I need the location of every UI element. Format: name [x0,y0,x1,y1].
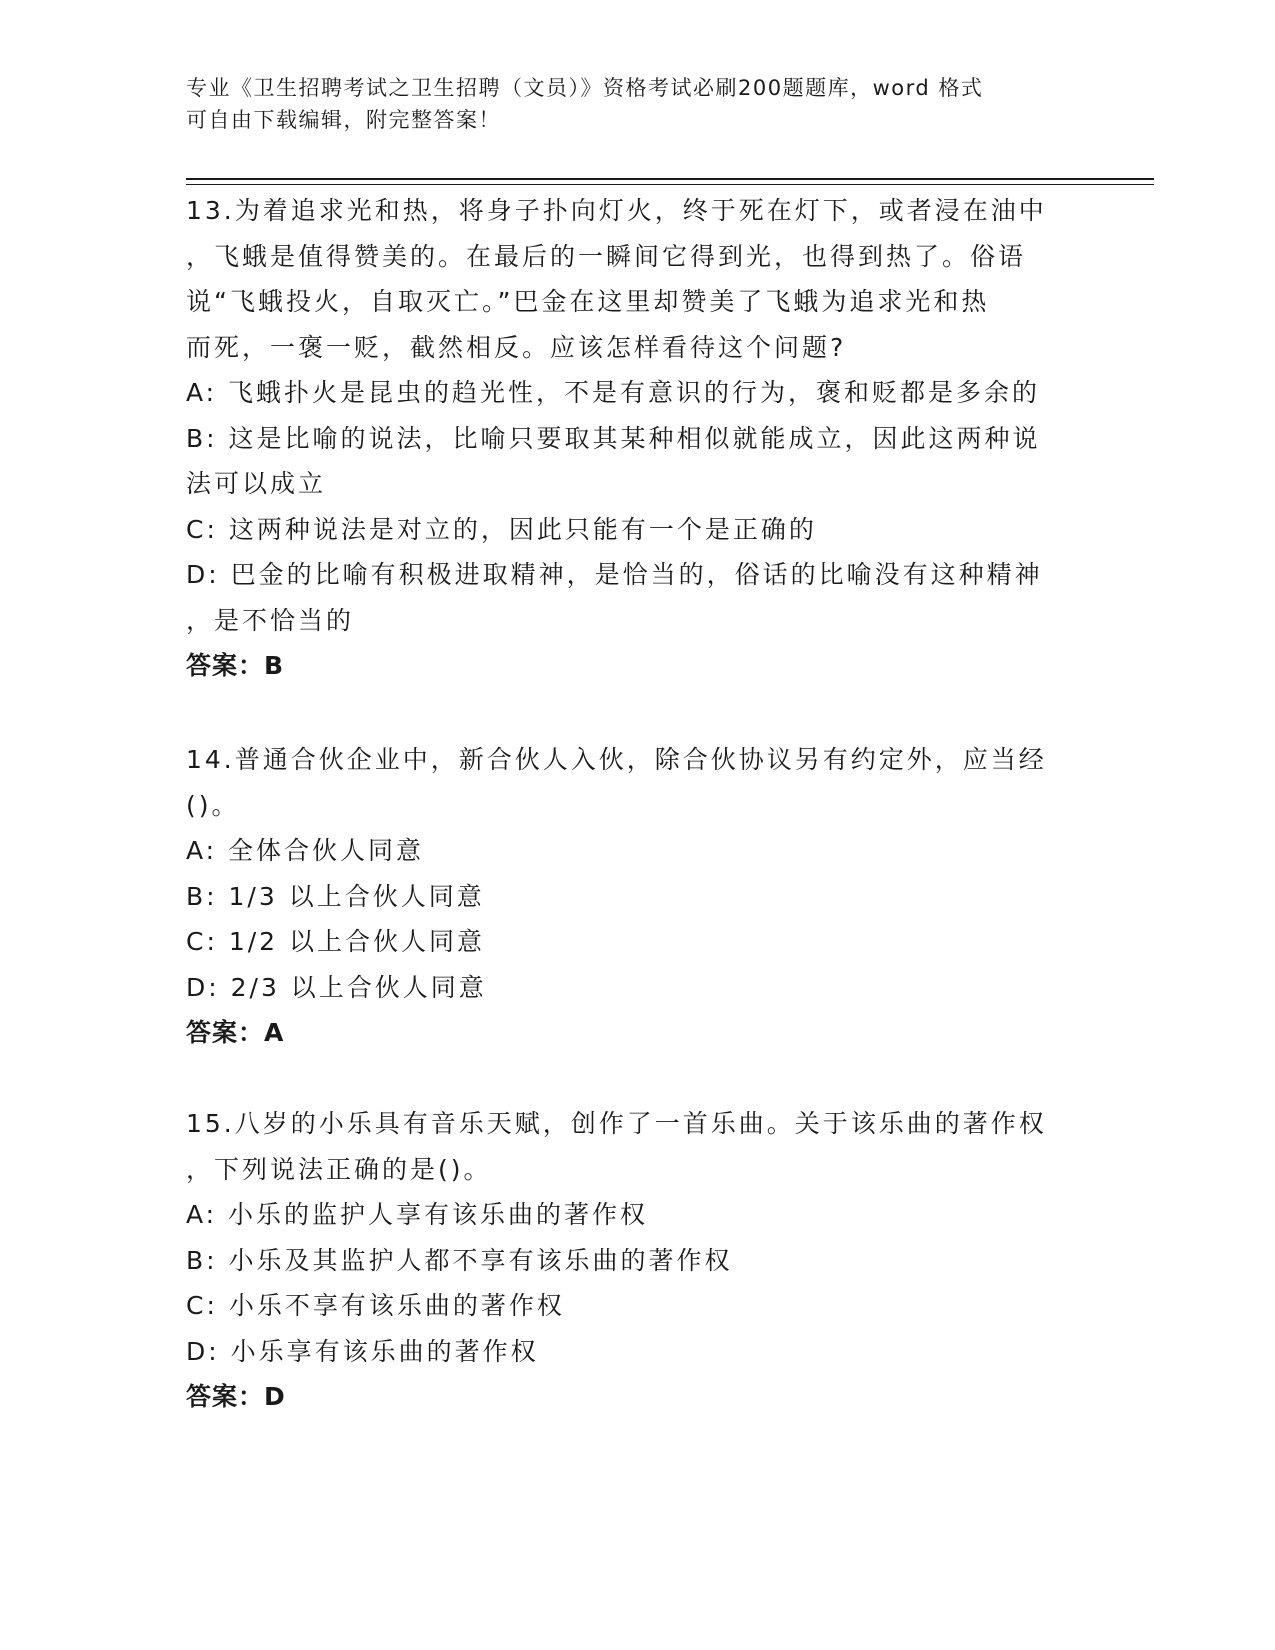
question-stem-line: 14.普通合伙企业中，新合伙人入伙，除合伙协议另有约定外，应当经 [186,745,1047,774]
option-b: B: 小乐及其监护人都不享有该乐曲的著作权 [186,1245,733,1275]
header-divider-thin [186,184,1154,185]
document-header [186,72,1066,136]
header-divider-thick [186,178,1154,180]
question-stem-line: ()。 [186,790,240,820]
option-c: C: 1/2 以上合伙人同意 [186,927,486,956]
option-a: A: 飞蛾扑火是昆虫的趋光性，不是有意识的行为，褒和贬都是多余的 [186,378,1041,407]
option-b: B: 这是比喻的说法，比喻只要取其某种相似就能成立，因此这两种说 [186,423,1041,453]
option-c: C: 小乐不享有该乐曲的著作权 [186,1291,565,1320]
header-line-2: 可自由下载编辑，附完整答案！ [186,108,501,132]
question-15 [186,1101,1066,1420]
header-line-1: 专业《卫生招聘考试之卫生招聘（文员）》资格考试必刷200题题库，word 格式 [186,76,984,100]
answer-label: 答案：A [186,1018,285,1047]
option-b-continued: 法可以成立 [186,469,327,498]
option-d: D: 2/3 以上合伙人同意 [186,972,487,1002]
answer-label: 答案：D [186,1382,286,1411]
option-d-continued: ，是不恰当的 [186,605,355,635]
question-stem-line: 13.为着追求光和热，将身子扑向灯火，终于死在灯下，或者浸在油中 [186,196,1047,225]
question-stem-line: 说“飞蛾投火，自取灭亡。”巴金在这里却赞美了飞蛾为追求光和热 [186,287,990,316]
question-stem-line: 15.八岁的小乐具有音乐天赋，创作了一首乐曲。关于该乐曲的著作权 [186,1109,1047,1138]
option-a: A: 全体合伙人同意 [186,836,425,865]
option-d: D: 巴金的比喻有积极进取精神，是恰当的，俗话的比喻没有这种精神 [186,560,1043,589]
question-stem-line: 而死，一褒一贬，截然相反。应该怎样看待这个问题? [186,332,847,362]
option-d: D: 小乐享有该乐曲的著作权 [186,1336,539,1366]
question-stem-line: ，下列说法正确的是()。 [186,1154,492,1184]
question-13 [186,188,1066,689]
answer-label: 答案：B [186,651,285,680]
question-14 [186,737,1066,1056]
question-stem-line: ，飞蛾是值得赞美的。在最后的一瞬间它得到光，也得到热了。俗语 [186,241,1027,271]
option-a: A: 小乐的监护人享有该乐曲的著作权 [186,1200,649,1229]
option-b: B: 1/3 以上合伙人同意 [186,881,485,911]
option-c: C: 这两种说法是对立的，因此只能有一个是正确的 [186,514,817,544]
